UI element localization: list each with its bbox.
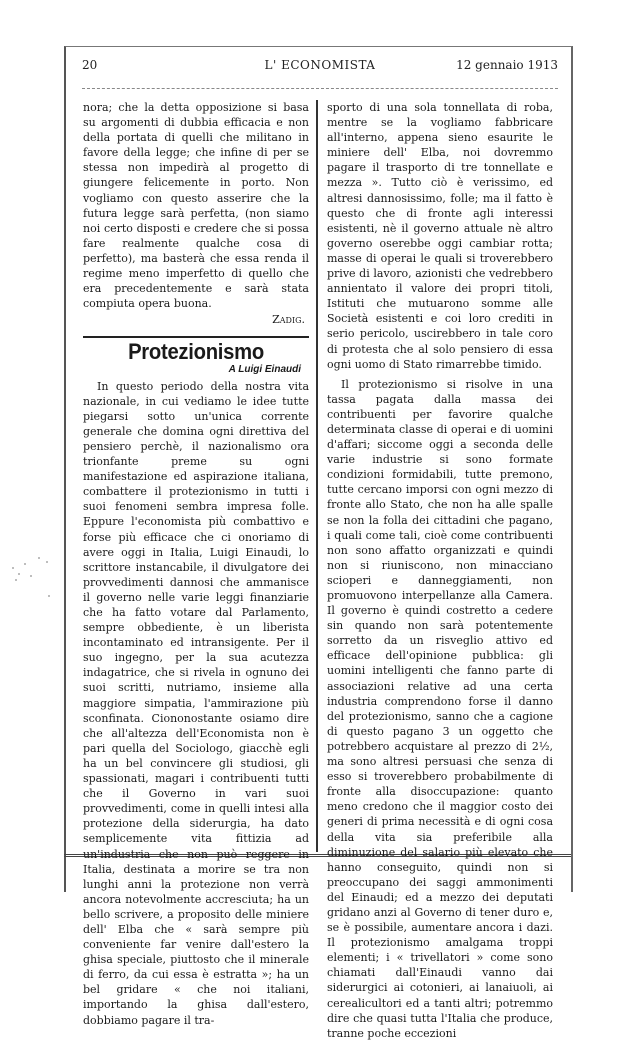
article-paragraph: Il protezionismo si risolve in una tassa pagata dalla massa dei contribuenti per favorire qualche determinata classe di operai e di uomini d'affari; siccome oggi a seconda delle varie industrie si sono formate condizioni formidabili, tutte premono, tutte cercano imporsi con ogni mezzo di fronte allo Stato, che non ha alle spalle se non la folla dei cittadini che pagano, i quali come tali, cioè come contribuenti non sono affatto organizzati e quindi non si riuniscono, non minacciano scioperi e danneggiamenti, non promuovono interpellanze alla Camera. Il governo è quindi costretto a cedere sin quando non sarà potentemente sorretto da un risveglio attivo ed efficace dell'opinione pubblica: gli uomini intelligenti che fanno parte di associazioni relative ad una certa industria comprendono forse il danno del protezionismo, sanno che a cagione di questo pagano 3 un oggetto che potrebbero acquistare al prezzo di 2½, ma sono altresi persuasi che senza di esso si troverebbero probabilmente di fronte alla disoccupazione: quanto meno credono che il maggior costo dei generi di prima necessità e di ogni cosa della vita sia preferibile alla diminuzione del salario più elevato che hanno conseguito, quindi non si preoccupano dei saggi ammonimenti del Einaudi; ed a mezzo dei deputati gridano anzi al Governo di tener duro e, se è possibile, aumentare ancora i dazi. Il protezionismo amalgama troppi elementi; i « trivellatori » come sono chiamati dall'Einaudi vanno dai siderurgici ai cotonieri, ai lanaiuoli, ai cerealicultori ed a tanti altri; potremmo dire che quasi tutta l'Italia che produce, tranne poche eccezioni <box>327 377 553 1040</box>
continued-article-text: nora; che la detta opposizione si basa su argomenti di dubbia efficacia e non della portata di quelli che militano in favore della legge; che infine di per se stessa non impedirà al progetto di giungere felicemente in porto. Non vogliamo con questo asserire che la futura legge sarà perfetta, (non siamo noi certo disposti e credere che si possa fare realmente qualche cosa di perfetto), ma basterà che essa renda il regime meno imperfetto di quello che era precedentemente e sarà stata compiuta opera buona. <box>83 101 309 311</box>
issue-date: 12 gennaio 1913 <box>456 58 558 72</box>
article-title: Protezionismo <box>128 339 264 365</box>
journal-title: L' ECONOMISTA <box>264 58 376 72</box>
column-divider <box>316 100 318 852</box>
running-header <box>82 58 558 78</box>
author-signature: Zadig. <box>272 313 305 327</box>
page-number: 20 <box>82 58 98 72</box>
article-paragraph: In questo periodo della nostra vita nazionale, in cui vediamo le idee tutte piegarsi sotto un'unica corrente generale che domina ogni direttiva del pensiero perchè, il nazionalismo ora trionfante preme su ogni manifestazione ed aspirazione italiana, combattere il protezionismo in tutti i suoi fenomeni sembra impresa folle. Eppure l'economista più combattivo e forse più efficace che ci onoriamo di avere oggi in Italia, Luigi Einaudi, lo scrittore instancabile, il divulgatore dei provvedimenti dannosi che ammanisce il governo nelle varie leggi finanziarie che ha fatto votare dal Parlamento, sempre obbediente, è un liberista incontaminato ed intransigente. Per il suo ingegno, per la sua acutezza indagatrice, che si rivela in ognuno dei suoi scritti, nutriamo, insieme alla maggiore simpatia, l'ammirazione più sconfinata. Ciononostante osiamo dire che all'altezza dell'Economista non è pari quella del Sociologo, giacchè egli ha un bel convincere gli studiosi, gli spassionati, magari i contribuenti tutti che il Governo in vari suoi provvedimenti, come in quelli intesi alla protezione della siderurgia, ha dato semplicemente vita fittizia ad un'industria che non può reggere in Italia, destinata a morire se tra non lunghi anni la protezione non verrà ancora notevolmente accresciuta; ha un bello scrivere, a proposito delle miniere dell' Elba che « sarà sempre più conveniente far venire dall'estero la ghisa speciale, piuttosto che il minerale di ferro, da cui essa è estratta »; ha un bel gridare « che noi italiani, importando la ghisa dall'estero, dobbiamo pagare il tra- <box>83 379 309 1027</box>
section-divider <box>83 336 309 338</box>
article-dedication: A Luigi Einaudi <box>228 363 301 375</box>
scan-specks <box>8 555 58 605</box>
left-column <box>83 100 309 1028</box>
article-paragraph-continued: sporto di una sola tonnellata di roba, mentre se la vogliamo fabbricare all'interno, appena sieno esaurite le miniere dell' Elba, noi dovremmo pagare il trasporto di tre tonnellate e mezza ». Tutto ciò è verissimo, ed altresi dannosissimo, folle; ma il fatto è questo che di fronte agli interessi esistenti, nè il governo attuale nè altro governo oserebbe oggi cambiar rotta; masse di operai le quali si troverebbero prive di lavoro, azionisti che vedrebbero annientato il valore dei propri titoli, Istituti che mutuarono somme alle Società esistenti e coi loro crediti in serio pericolo, uscirebbero in tale coro di protesta che al solo pensiero di essa ogni uomo di Stato rimarrebbe timido. <box>327 101 553 371</box>
header-rule <box>82 88 558 89</box>
